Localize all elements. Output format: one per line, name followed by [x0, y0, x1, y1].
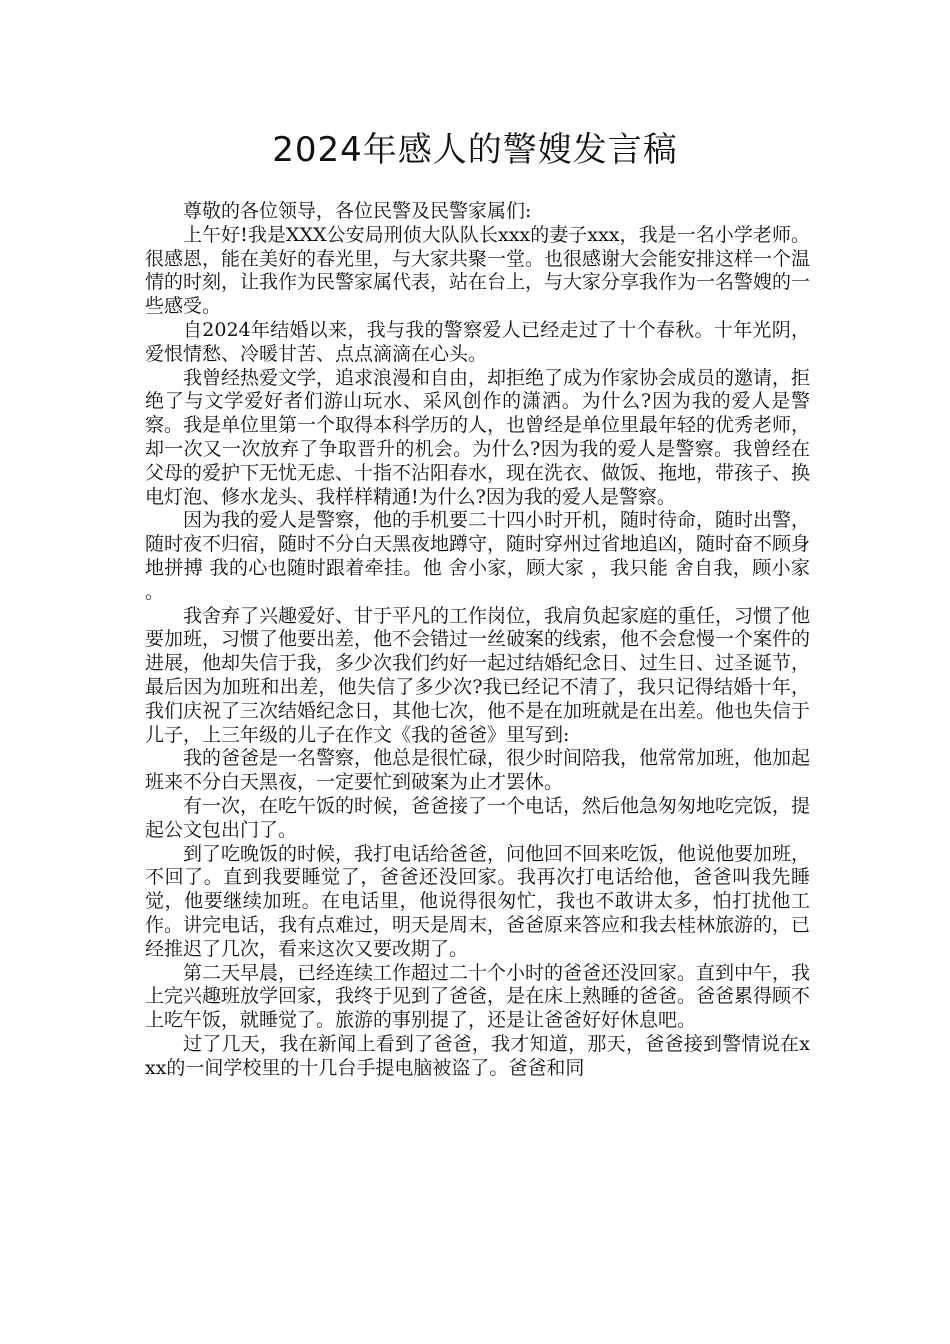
document-body: [145, 200, 810, 1080]
paragraph-on-call: 因为我的爱人是警察，他的手机要二十四小时开机，随时待命，随时出警，随时夜不归宿，随时不分白天黑夜地蹲守，随时穿州过省地追凶，随时奋不顾身地拼搏 我的心也随时跟着牵挂。他 舍小家，顾大家 ，我只能 舍自我，顾小家 。: [145, 509, 811, 603]
paragraph-essay-intro: 我的爸爸是一名警察，他总是很忙碌，很少时间陪我，他常常加班，他加起班来不分白天黑夜，一定要忙到破案为止才罢休。: [145, 747, 811, 794]
paragraph-introduction: 上午好!我是XXX公安局刑侦大队队长xxx的妻子xxx，我是一名小学老师。很感恩，能在美好的春光里，与大家共聚一堂。也很感谢大会能安排这样一个温情的时刻，让我作为民警家属代表，站在台上，与大家分享我作为一名警嫂的一些感受。: [145, 223, 811, 318]
paragraph-essay-next-day: 第二天早晨，已经连续工作超过二十个小时的爸爸还没回家。直到中午，我上完兴趣班放学回家，我终于见到了爸爸，是在床上熟睡的爸爸。爸爸累得顾不上吃午饭，就睡觉了。旅游的事别提了，还是让爸爸好好休息吧。: [145, 961, 811, 1032]
paragraph-essay-dinner: 到了吃晚饭的时候，我打电话给爸爸，问他回不回来吃饭，他说他要加班，不回了。直到我要睡觉了，爸爸还没回家。我再次打电话给他，爸爸叫我先睡觉，他要继续加班。在电话里，他说得很匆忙，我也不敢讲太多，怕打扰他工作。讲完电话，我有点难过，明天是周末，爸爸原来答应和我去桂林旅游的，已经推迟了几次，看来这次又要改期了。: [145, 842, 811, 960]
paragraph-essay-lunch: 有一次，在吃午饭的时候，爸爸接了一个电话，然后他急匆匆地吃完饭，提起公文包出门了。: [145, 794, 811, 841]
paragraph-family-duty: 我舍弃了兴趣爱好、甘于平凡的工作岗位，我肩负起家庭的重任，习惯了他要加班，习惯了他要出差，他不会错过一丝破案的线索，他不会怠慢一个案件的进展，他却失信于我，多少次我们约好一起过结婚纪念日、过生日、过圣诞节，最后因为加班和出差，他失信了多少次?我已经记不清了，我只记得结婚十年，我们庆祝了三次结婚纪念日，其他七次，他不是在加班就是在出差。他也失信于儿子，上三年级的儿子在作文《我的爸爸》里写到:: [145, 604, 811, 746]
paragraph-sacrifices: 我曾经热爱文学，追求浪漫和自由，却拒绝了成为作家协会成员的邀请，拒绝了与文学爱好者们游山玩水、采风创作的潇洒。为什么?因为我的爱人是警察。我是单位里第一个取得本科学历的人，也曾经是单位里最年轻的优秀老师，却一次又一次放弃了争取晋升的机会。为什么?因为我的爱人是警察。我曾经在父母的爱护下无忧无虑、十指不沾阳春水，现在洗衣、做饭、拖地，带孩子、换电灯泡、修水龙头、我样样精通!为什么?因为我的爱人是警察。: [145, 366, 811, 508]
paragraph-essay-news: 过了几天，我在新闻上看到了爸爸，我才知道，那天，爸爸接到警情说在xxx的一间学校里的十几台手提电脑被盗了。爸爸和同: [145, 1032, 810, 1079]
paragraph-marriage: 自2024年结婚以来，我与我的警察爱人已经走过了十个春秋。十年光阴，爱恨情愁、冷暖甘苦、点点滴滴在心头。: [145, 318, 810, 365]
paragraph-greeting: 尊敬的各位领导，各位民警及民警家属们:: [183, 200, 532, 222]
document-title: 2024年感人的警嫂发言稿: [272, 130, 678, 170]
